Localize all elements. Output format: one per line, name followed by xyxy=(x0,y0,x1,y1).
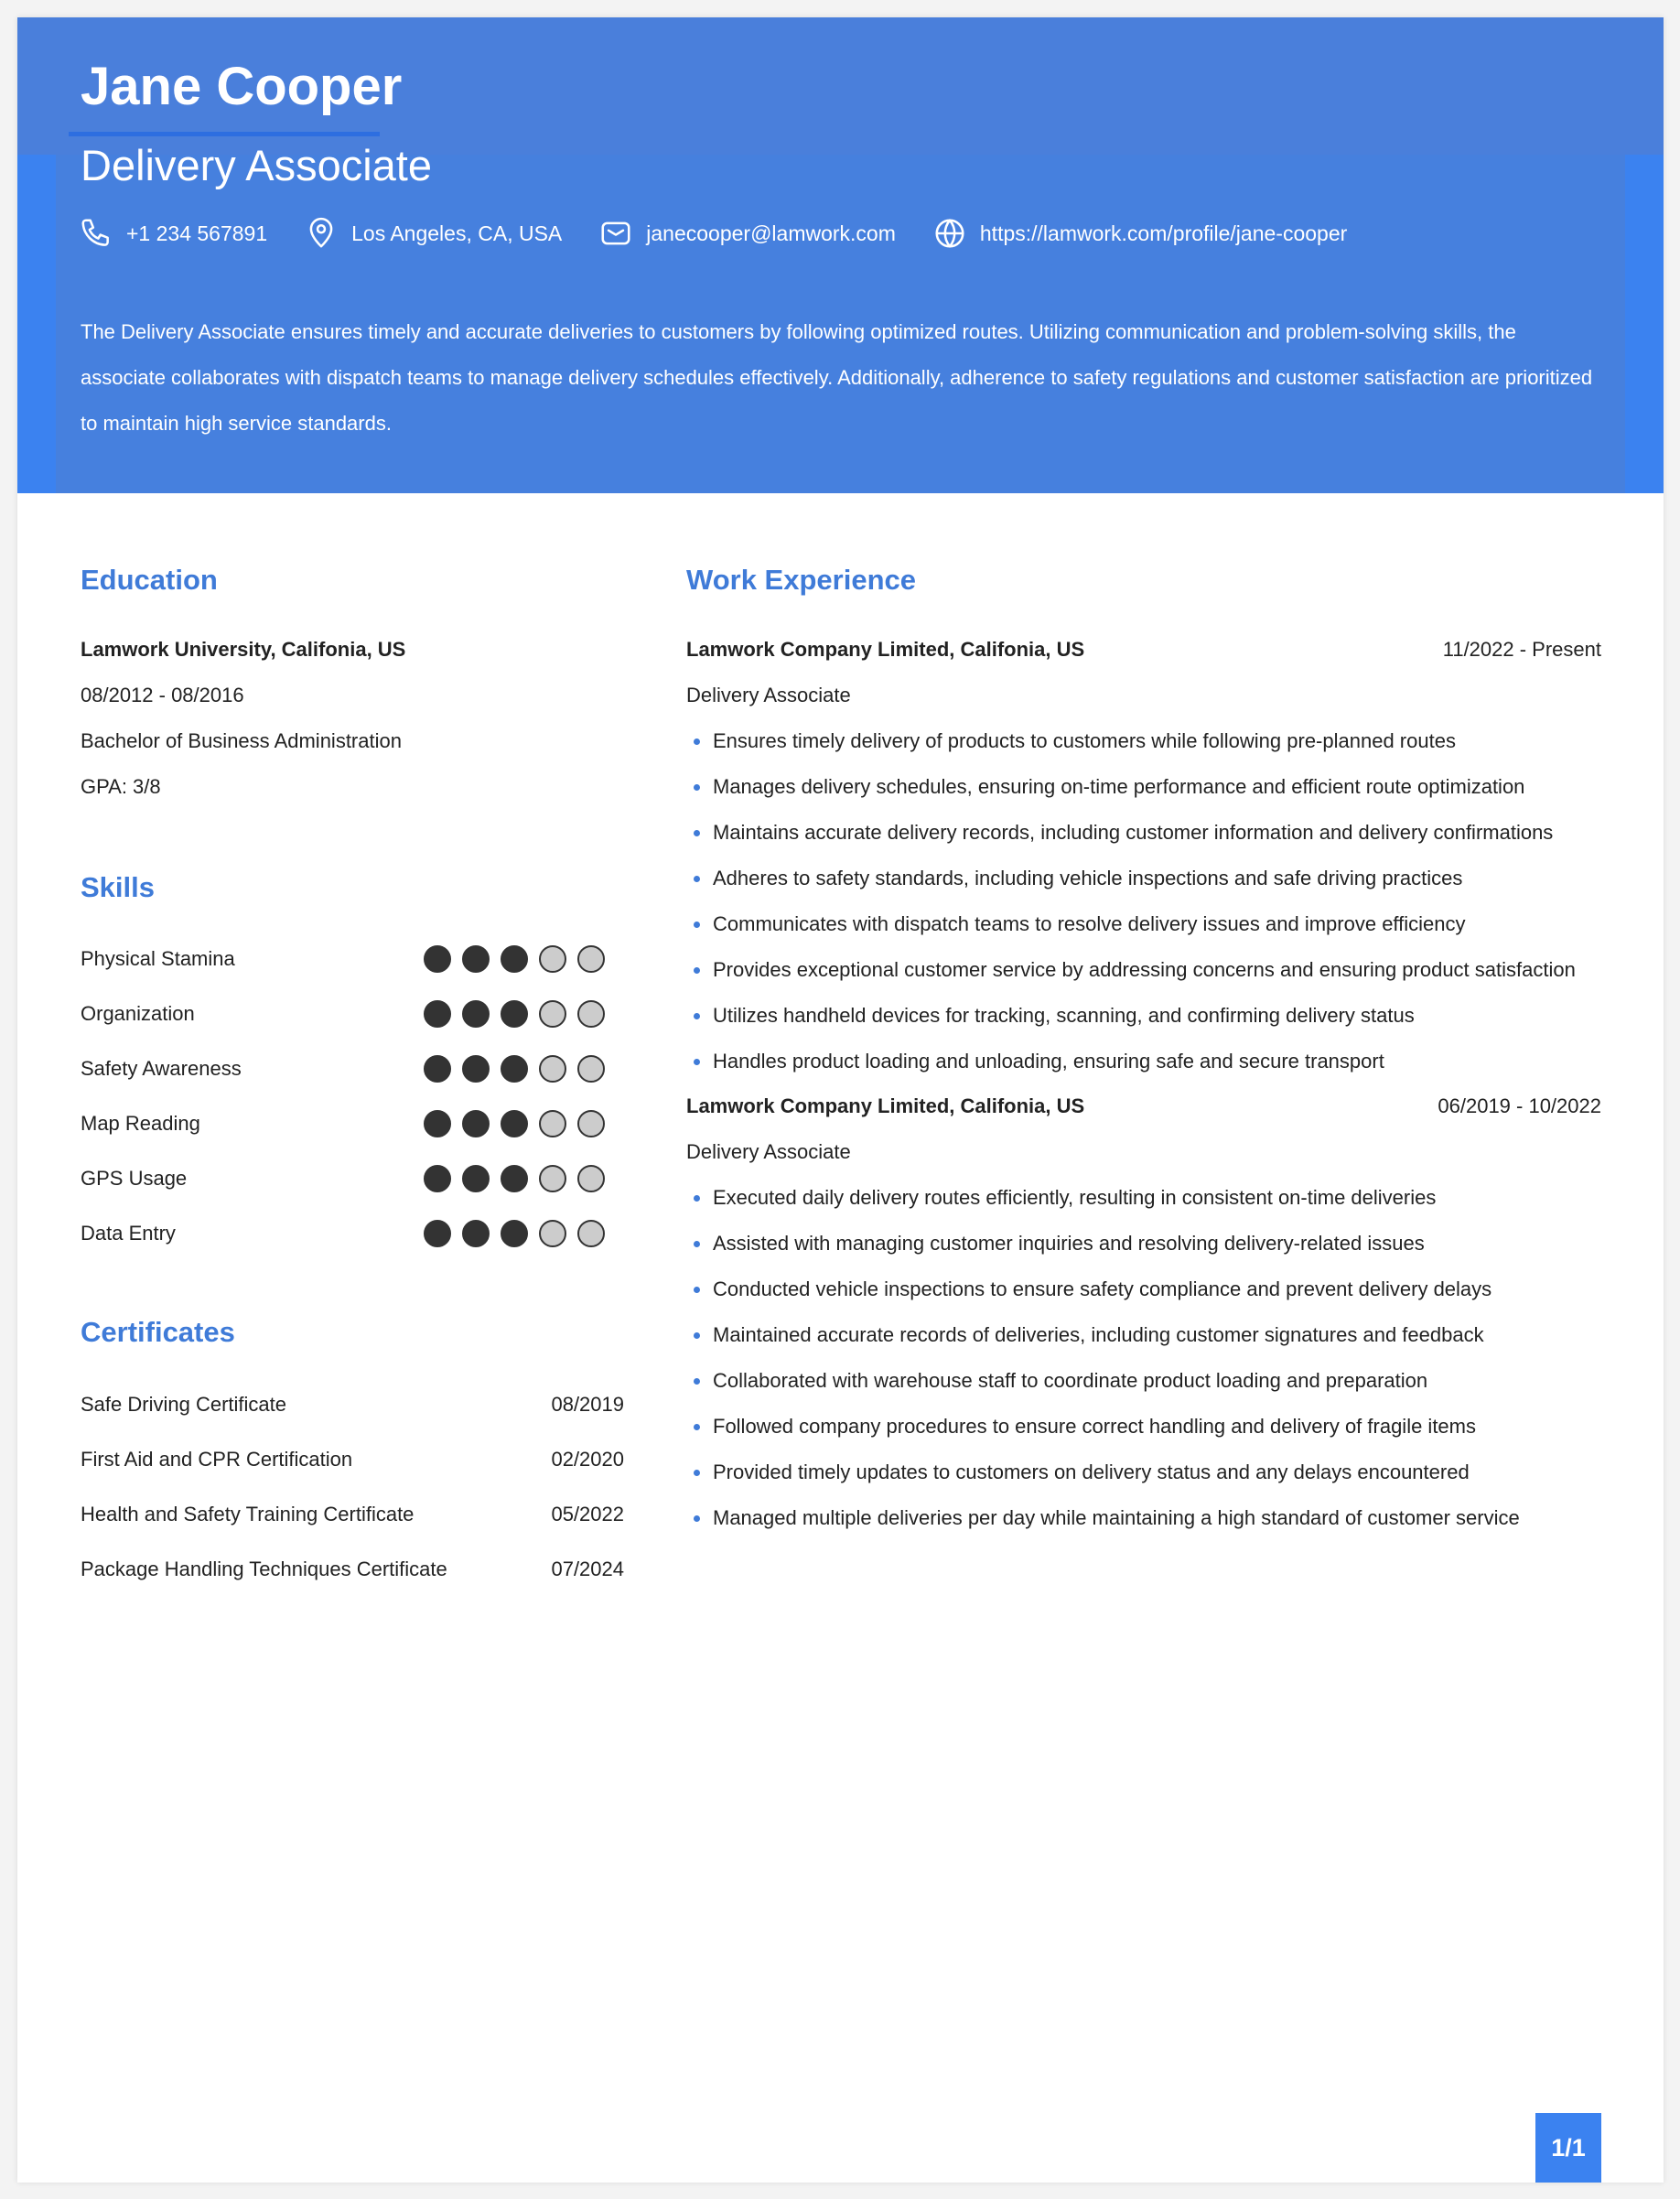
contact-phone[interactable] xyxy=(79,216,267,251)
certificate-date: 08/2019 xyxy=(551,1393,624,1416)
certificate-date: 07/2024 xyxy=(551,1558,624,1580)
skills-heading: Skills xyxy=(81,871,155,903)
certificate-date: 05/2022 xyxy=(551,1503,624,1525)
job-entry-2 xyxy=(686,1094,1601,1552)
certificate-date: 02/2020 xyxy=(551,1448,624,1471)
rating-dot-filled xyxy=(462,945,490,973)
page-indicator[interactable]: 1/1 xyxy=(1535,2113,1601,2183)
job-bullet: Handles product loading and unloading, ensuring safe and secure transport xyxy=(686,1050,1601,1095)
skill-rating xyxy=(424,1110,605,1137)
job-dates: 11/2022 - Present xyxy=(1442,638,1601,661)
rating-dot-filled xyxy=(462,1165,490,1192)
job-bullet: Followed company procedures to ensure correct handling and delivery of fragile items xyxy=(686,1415,1601,1461)
phone-icon xyxy=(79,216,113,251)
job-bullet: Adheres to safety standards, including vehicle inspections and safe driving practices xyxy=(686,867,1601,912)
certificate-row xyxy=(81,1440,624,1481)
skill-name: Physical Stamina xyxy=(81,947,235,970)
rating-dot-empty xyxy=(539,1055,566,1083)
rating-dot-empty xyxy=(577,1165,605,1192)
rating-dot-filled xyxy=(501,1000,528,1028)
rating-dot-filled xyxy=(501,1165,528,1192)
skill-name: Safety Awareness xyxy=(81,1057,242,1080)
skill-row xyxy=(81,1214,624,1255)
resume-page xyxy=(17,17,1664,2183)
job-company: Lamwork Company Limited, Califonia, US xyxy=(686,1094,1085,1117)
rating-dot-empty xyxy=(539,1110,566,1137)
job-bullet: Provided timely updates to customers on delivery status and any delays encountered xyxy=(686,1461,1601,1506)
rating-dot-empty xyxy=(539,1000,566,1028)
job-role: Delivery Associate xyxy=(686,684,851,706)
email-text: janecooper@lamwork.com xyxy=(646,221,896,245)
skill-rating xyxy=(424,1220,605,1247)
job-role: Delivery Associate xyxy=(686,1140,851,1163)
education-dates: 08/2012 - 08/2016 xyxy=(81,684,244,706)
rating-dot-filled xyxy=(501,1055,528,1083)
job-bullet: Utilizes handheld devices for tracking, scanning, and confirming delivery status xyxy=(686,1004,1601,1050)
contact-location[interactable] xyxy=(304,216,562,251)
rating-dot-filled xyxy=(462,1110,490,1137)
education-heading: Education xyxy=(81,564,218,596)
rating-dot-filled xyxy=(424,1110,451,1137)
job-bullet: Ensures timely delivery of products to customers while following pre-planned routes xyxy=(686,729,1601,775)
skill-name: Map Reading xyxy=(81,1112,200,1135)
profile-summary: The Delivery Associate ensures timely and accurate deliveries to customers by following optimized routes. Utilizing communication and problem-solving skills, the associate collaborates with dispatch teams to manage delivery schedules effectively. Additionally, adherence to safety regulations and customer satisfaction are prioritized to maintain high service standards. xyxy=(81,320,1593,435)
job-bullets xyxy=(686,729,1601,1095)
rating-dot-empty xyxy=(577,1110,605,1137)
header-accent-right xyxy=(1625,155,1664,493)
job-bullets xyxy=(686,1186,1601,1552)
skill-rating xyxy=(424,1000,605,1028)
rating-dot-filled xyxy=(424,1055,451,1083)
rating-dot-filled xyxy=(501,1220,528,1247)
rating-dot-filled xyxy=(424,1165,451,1192)
job-bullet: Communicates with dispatch teams to resolve delivery issues and improve efficiency xyxy=(686,912,1601,958)
rating-dot-filled xyxy=(501,1110,528,1137)
rating-dot-empty xyxy=(577,945,605,973)
rating-dot-filled xyxy=(501,945,528,973)
job-bullet: Manages delivery schedules, ensuring on-time performance and efficient route optimization xyxy=(686,775,1601,821)
rating-dot-empty xyxy=(577,1220,605,1247)
rating-dot-empty xyxy=(539,1220,566,1247)
education-gpa: GPA: 3/8 xyxy=(81,775,161,798)
job-bullet: Collaborated with warehouse staff to coordinate product loading and preparation xyxy=(686,1369,1601,1415)
certificate-name: First Aid and CPR Certification xyxy=(81,1448,353,1471)
location-pin-icon xyxy=(304,216,339,251)
rating-dot-empty xyxy=(577,1000,605,1028)
job-title: Delivery Associate xyxy=(81,141,432,189)
job-bullet: Executed daily delivery routes efficiently, resulting in consistent on-time deliveries xyxy=(686,1186,1601,1232)
education-school: Lamwork University, Califonia, US xyxy=(81,638,406,661)
globe-icon xyxy=(932,216,967,251)
skill-row xyxy=(81,1159,624,1200)
job-bullet: Maintained accurate records of deliveries, including customer signatures and feedback xyxy=(686,1323,1601,1369)
rating-dot-filled xyxy=(424,1220,451,1247)
work-experience-heading: Work Experience xyxy=(686,564,916,596)
job-bullet: Conducted vehicle inspections to ensure safety compliance and prevent delivery delays xyxy=(686,1277,1601,1323)
rating-dot-empty xyxy=(539,945,566,973)
certificate-name: Health and Safety Training Certificate xyxy=(81,1503,415,1525)
skill-name: GPS Usage xyxy=(81,1167,188,1190)
skill-row xyxy=(81,940,624,980)
contact-bar xyxy=(79,213,1347,253)
skill-name: Organization xyxy=(81,1002,195,1025)
contact-website[interactable] xyxy=(932,216,1347,251)
rating-dot-filled xyxy=(462,1055,490,1083)
skill-row xyxy=(81,1105,624,1145)
contact-email[interactable] xyxy=(598,216,896,251)
certificate-row xyxy=(81,1495,624,1536)
skill-row xyxy=(81,995,624,1035)
rating-dot-filled xyxy=(424,1000,451,1028)
job-bullet: Maintains accurate delivery records, including customer information and delivery confirmations xyxy=(686,821,1601,867)
rating-dot-empty xyxy=(577,1055,605,1083)
rating-dot-filled xyxy=(462,1000,490,1028)
job-bullet: Provides exceptional customer service by addressing concerns and ensuring product satisfaction xyxy=(686,958,1601,1004)
resume-header xyxy=(17,17,1664,493)
certificate-name: Safe Driving Certificate xyxy=(81,1393,286,1416)
phone-text: +1 234 567891 xyxy=(126,221,268,245)
job-dates: 06/2019 - 10/2022 xyxy=(1438,1094,1601,1117)
education-degree: Bachelor of Business Administration xyxy=(81,729,402,752)
website-text: https://lamwork.com/profile/jane-cooper xyxy=(979,221,1348,245)
job-entry-1 xyxy=(686,638,1601,1095)
skill-rating xyxy=(424,1165,605,1192)
location-text: Los Angeles, CA, USA xyxy=(351,221,563,245)
envelope-icon xyxy=(598,216,633,251)
job-bullet: Managed multiple deliveries per day while maintaining a high standard of customer service xyxy=(686,1506,1601,1552)
skill-rating xyxy=(424,1055,605,1083)
job-bullet: Assisted with managing customer inquiries and resolving delivery-related issues xyxy=(686,1232,1601,1277)
certificates-heading: Certificates xyxy=(81,1316,235,1348)
skill-rating xyxy=(424,945,605,973)
rating-dot-empty xyxy=(539,1165,566,1192)
certificate-name: Package Handling Techniques Certificate xyxy=(81,1558,447,1580)
name-underline xyxy=(69,132,380,136)
job-company: Lamwork Company Limited, Califonia, US xyxy=(686,638,1085,661)
candidate-name: Jane Cooper xyxy=(81,57,403,116)
rating-dot-filled xyxy=(424,945,451,973)
rating-dot-filled xyxy=(462,1220,490,1247)
certificate-row xyxy=(81,1550,624,1590)
header-accent-left xyxy=(17,155,56,493)
certificate-row xyxy=(81,1385,624,1426)
skill-name: Data Entry xyxy=(81,1222,176,1245)
skill-row xyxy=(81,1050,624,1090)
